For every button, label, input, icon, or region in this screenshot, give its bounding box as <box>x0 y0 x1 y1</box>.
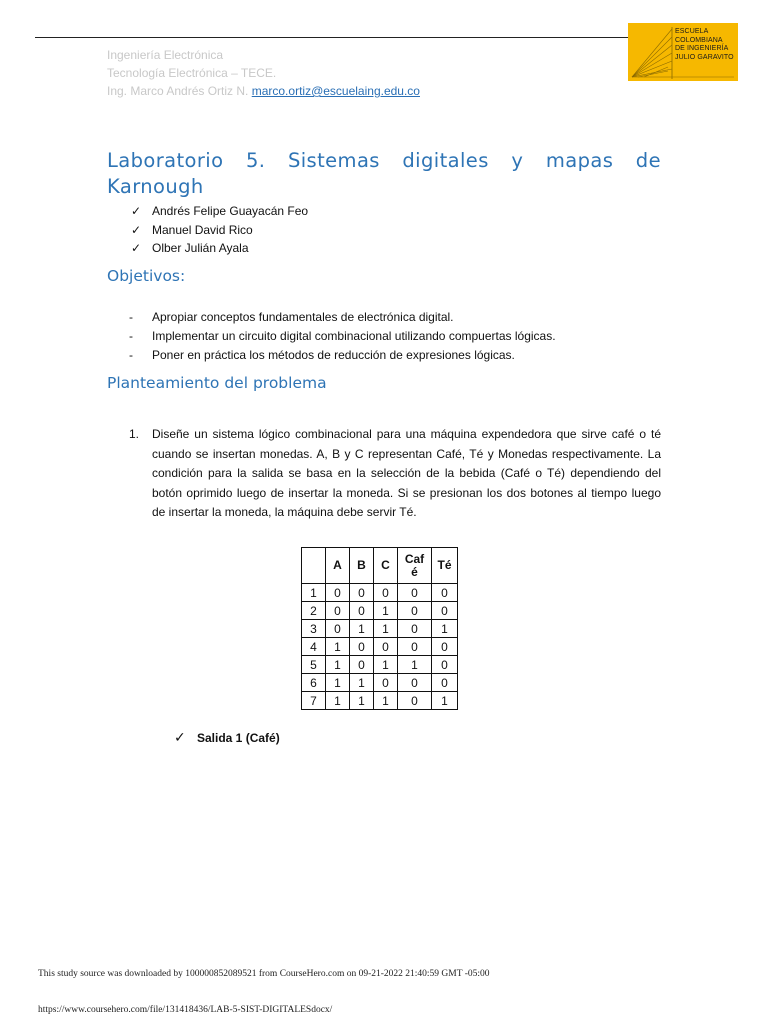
header-professor <box>107 82 420 100</box>
table-cell: 0 <box>326 584 350 602</box>
table-row <box>302 620 458 638</box>
dash-bullet: - <box>129 310 133 324</box>
output-label-text: Salida 1 (Café) <box>197 731 280 745</box>
table-cell: 1 <box>374 656 398 674</box>
table-cell: 1 <box>326 692 350 710</box>
table-cell: 0 <box>374 674 398 692</box>
objective-text: Apropiar conceptos fundamentales de electrónica digital. <box>152 310 454 324</box>
objective-item <box>129 327 556 346</box>
table-cell: 1 <box>374 620 398 638</box>
header-cell: A <box>326 548 350 584</box>
source-url[interactable]: https://www.coursehero.com/file/131418436/LAB-5-SIST-DIGITALESdocx/ <box>38 1005 333 1015</box>
logo-line: DE INGENIERÍA <box>675 45 729 53</box>
table-cell: 0 <box>374 584 398 602</box>
header-cell: Té <box>432 548 458 584</box>
header-department: Ingeniería Electrónica <box>107 48 224 62</box>
table-cell: 0 <box>432 656 458 674</box>
table-cell: 1 <box>432 620 458 638</box>
table-row <box>302 692 458 710</box>
table-cell: 1 <box>302 584 326 602</box>
author-item <box>131 202 308 221</box>
table-cell: 0 <box>350 638 374 656</box>
problem-heading: Planteamiento del problema <box>107 374 327 392</box>
objective-text: Poner en práctica los métodos de reducción de expresiones lógicas. <box>152 348 515 362</box>
author-name: Manuel David Rico <box>152 222 253 237</box>
table-cell: 0 <box>398 602 432 620</box>
logo-line: JULIO GARAVITO <box>675 53 734 61</box>
table-cell: 0 <box>350 602 374 620</box>
professor-email-link[interactable]: marco.ortiz@escuelaing.edu.co <box>251 84 420 98</box>
table-cell: 1 <box>350 692 374 710</box>
author-name: Andrés Felipe Guayacán Feo <box>152 204 309 218</box>
problem-statement <box>129 425 661 523</box>
author-item <box>131 239 308 258</box>
table-cell: 0 <box>326 602 350 620</box>
check-icon: ✓ <box>131 241 142 255</box>
table-cell: 7 <box>302 692 326 710</box>
table-cell: 0 <box>326 620 350 638</box>
table-cell: 0 <box>350 656 374 674</box>
problem-text: Diseñe un sistema lógico combinacional para una máquina expendedora que sirve café o té cuando se insertan monedas. A, B y C representan Café, Té y Monedas respectivamente. La condición para la salida se basa en la selección de la bebida (Café o Té) dependiendo del botón oprimido luego de insertar la moneda. Si se presionan los dos botones al tiempo luego de insertar la moneda, la máquina debe servir Té. <box>152 427 661 519</box>
objective-text: Implementar un circuito digital combinacional utilizando compuertas lógicas. <box>152 329 556 343</box>
table-cell: 0 <box>398 692 432 710</box>
page-title: Laboratorio 5. Sistemas digitales y mapas de Karnough <box>107 149 661 198</box>
document-header <box>107 46 420 100</box>
header-cell <box>302 548 326 584</box>
header-program: Tecnología Electrónica – TECE. <box>107 66 277 80</box>
output-section-label <box>174 729 280 746</box>
table-row <box>302 674 458 692</box>
objectives-heading: Objetivos: <box>107 267 186 285</box>
table-row <box>302 638 458 656</box>
table-cell: 0 <box>398 638 432 656</box>
school-logo <box>628 23 738 81</box>
table-cell: 0 <box>398 620 432 638</box>
table-cell: 1 <box>350 620 374 638</box>
table-cell: 0 <box>398 674 432 692</box>
logo-line: ESCUELA <box>675 28 709 35</box>
table-cell: 1 <box>398 656 432 674</box>
logo-line: COLOMBIANA <box>675 36 723 44</box>
table-cell: 1 <box>374 692 398 710</box>
table-cell: 1 <box>374 602 398 620</box>
table-row <box>302 656 458 674</box>
header-cell: C <box>374 548 398 584</box>
table-cell: 0 <box>432 584 458 602</box>
table-cell: 0 <box>432 674 458 692</box>
table-cell: 1 <box>326 656 350 674</box>
table-cell: 4 <box>302 638 326 656</box>
dash-bullet: - <box>129 348 133 362</box>
header-cell: Caf é <box>398 548 432 584</box>
professor-name: Ing. Marco Andrés Ortiz N. <box>107 84 252 98</box>
table-cell: 0 <box>398 584 432 602</box>
download-notice: This study source was downloaded by 100000852089521 from CourseHero.com on 09-21-2022 21:40:59 GMT -05:00 <box>38 969 490 979</box>
objective-item <box>129 308 556 327</box>
check-icon: ✓ <box>131 204 142 218</box>
logo-text <box>675 28 734 62</box>
author-name: Olber Julián Ayala <box>152 241 249 255</box>
author-item <box>131 221 308 240</box>
header-cell: B <box>350 548 374 584</box>
objective-item <box>129 346 556 365</box>
table-row <box>302 584 458 602</box>
dash-bullet: - <box>129 329 133 343</box>
table-cell: 6 <box>302 674 326 692</box>
problem-number: 1. <box>129 427 140 441</box>
table-cell: 0 <box>432 638 458 656</box>
table-cell: 0 <box>350 584 374 602</box>
table-cell: 1 <box>350 674 374 692</box>
table-cell: 1 <box>326 674 350 692</box>
check-icon: ✓ <box>174 729 186 745</box>
table-cell: 2 <box>302 602 326 620</box>
table-cell: 0 <box>374 638 398 656</box>
table-header-row <box>302 548 458 584</box>
table-cell: 1 <box>432 692 458 710</box>
table-row <box>302 602 458 620</box>
truth-table <box>301 547 458 710</box>
table-cell: 5 <box>302 656 326 674</box>
authors-list <box>131 202 308 258</box>
table-cell: 0 <box>432 602 458 620</box>
objectives-list <box>129 308 556 365</box>
check-icon: ✓ <box>131 222 142 237</box>
table-cell: 3 <box>302 620 326 638</box>
table-cell: 1 <box>326 638 350 656</box>
header-rule <box>35 37 629 38</box>
